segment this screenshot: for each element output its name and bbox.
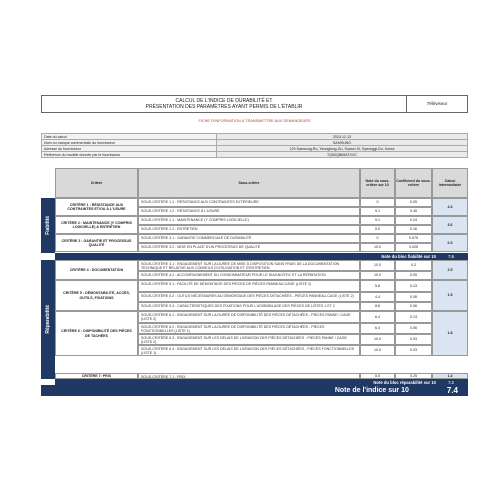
final-score-band bbox=[41, 385, 468, 396]
info-row bbox=[42, 152, 468, 158]
sub-criterion-coef: 0.45 bbox=[395, 207, 432, 216]
sub-criterion-note: 10.0 bbox=[360, 345, 395, 356]
fiabilite-score-band bbox=[55, 253, 468, 260]
sub-criterion-label: SOUS-CRITÈRE 6.2 : ENGAGEMENT SUR LA DURÉE DE DISPONIBILITÉ DES PIÈCES DÉTACHÉES - PIÈCES FONCTIONNELLES (LISTE 1) bbox=[138, 323, 360, 334]
sub-criterion-note: 6.4 bbox=[360, 311, 395, 323]
sub-criterion-coef: 0.025 bbox=[395, 243, 432, 252]
product-info-table bbox=[41, 133, 468, 158]
sub-criterion-coef: 0.06 bbox=[395, 323, 432, 334]
title-line-2: PRÉSENTATION DES PARAMÈTRES AYANT PERMIS DE L'ÉTABLIR bbox=[145, 104, 303, 110]
document-title bbox=[42, 96, 407, 112]
sub-criterion-label: SOUS-CRITÈRE 2.2 : ENTRETIEN bbox=[138, 225, 360, 234]
sub-criterion-coef: 0.05 bbox=[395, 198, 432, 207]
info-value: 2024-12-13 bbox=[217, 134, 468, 140]
document-subtitle: FICHE D'INFORMATION À TRANSMETTRE AUX DEMANDEURS bbox=[198, 119, 311, 123]
sub-criterion-coef: 0.03 bbox=[395, 334, 432, 345]
sub-criterion-note: 10.0 bbox=[360, 334, 395, 345]
document-header bbox=[41, 95, 468, 113]
criterion-calc: 1.8 bbox=[432, 311, 468, 356]
sub-criterion-coef: 0.24 bbox=[395, 216, 432, 225]
sub-criterion-coef: 0.075 bbox=[395, 234, 432, 243]
header-coefficient: Coefficient du sous-critère bbox=[395, 168, 432, 198]
criterion-calc: 1.4 bbox=[432, 373, 468, 379]
criterion-name: CRITÈRE 3 : GARANTIE ET PROCESSUS QUALITÉ bbox=[55, 234, 138, 252]
durability-score-table bbox=[41, 168, 468, 396]
sub-criterion-note: 9.1 bbox=[360, 216, 395, 225]
sub-criterion-note: 10.0 bbox=[360, 243, 395, 252]
sub-criterion-coef: 0.25 bbox=[395, 373, 432, 379]
sub-criterion-label: SOUS-CRITÈRE 6.4 : ENGAGEMENT SUR LES DÉLAIS DE LIVRAISON DES PIÈCES DÉTACHÉES - PIÈCES FONCTIONNELLES (LISTE 1) bbox=[138, 345, 360, 356]
criterion-calc: 0.3 bbox=[432, 234, 468, 252]
header-note: Note du sous-critère sur 10 bbox=[360, 168, 395, 198]
section-fiabilite bbox=[41, 198, 55, 253]
criterion-name: CRITÈRE 1 : RÉSISTANCE AUX CONTRAINTES ET/OU À L'USURE bbox=[55, 198, 138, 216]
final-score-value: 7.4 bbox=[446, 386, 458, 395]
sub-criterion-label: SOUS-CRITÈRE 3.1 : GARANTIE COMMERCIALE DE DURABILITÉ bbox=[138, 234, 360, 243]
criterion-name: CRITÈRE 7: PRIX bbox=[55, 373, 138, 379]
criterion-calc: 3.6 bbox=[432, 216, 468, 234]
info-label: Nom ou marque commerciale du fournisseur bbox=[42, 140, 217, 146]
sub-criterion-label: SOUS-CRITÈRE 4.2 : ACCOMPAGNEMENT DU CONSOMMATEUR POUR LE DIAGNOSTIC ET LA RÉPARATION bbox=[138, 271, 360, 280]
sub-criterion-note: 5.8 bbox=[360, 280, 395, 292]
sub-criterion-coef: 0.13 bbox=[395, 280, 432, 292]
sub-criterion-note: 10.0 bbox=[360, 260, 395, 271]
info-value: 129 Samsung-Ro, Yeongtong-Gu, Suwon Si, Gyeonggi-Do, Korea bbox=[217, 146, 468, 152]
sub-criterion-label: SOUS-CRITÈRE 1.1 : RÉSISTANCE AUX CONTRAINTES EXTÉRIEURE bbox=[138, 198, 360, 207]
section-reparabilite-label: Réparabilité bbox=[45, 305, 51, 334]
sub-criterion-label: SOUS-CRITÈRE 5.1 : FACILITÉ DE DÉMONTAGE DES PIÈCES DE PIÈCES PANNEAU-CAGE (LISTE 2) bbox=[138, 280, 360, 292]
criterion-name: CRITÈRE 4 : DOCUMENTATION bbox=[55, 260, 138, 280]
reparabilite-score-value: 7.2 bbox=[448, 379, 454, 385]
fiabilite-score-label: Note du bloc fiabilité sur 10 bbox=[381, 254, 436, 259]
sub-criterion-note: 6.4 bbox=[360, 323, 395, 334]
sub-criterion-label: SOUS-CRITÈRE 3.2 : MISE EN PLACE D'UN PROCESSUS DE QUALITÉ bbox=[138, 243, 360, 252]
sub-criterion-label: SOUS-CRITÈRE 2.1 : MAINTENANCE (Y COMPRIS LOGICIELLE) bbox=[138, 216, 360, 225]
sub-criterion-label: SOUS-CRITÈRE 6.1 : ENGAGEMENT SUR LA DURÉE DE DISPONIBILITÉ DES PIÈCES DÉTACHÉES - PIÈCES PANNE / CAGE (LISTE 2) bbox=[138, 311, 360, 323]
info-value: SAMSUNG bbox=[217, 140, 468, 146]
sub-criterion-label: SOUS-CRITÈRE 5.3 : CARACTÉRISTIQUES DES FIXATIONS POUR L'ASSEMBLAGE DES PIÈCES DE LISTES 1 ET 2 bbox=[138, 302, 360, 311]
info-label: Référence du modèle donnée par le fournisseur bbox=[42, 152, 217, 158]
sub-criterion-note: 4.4 bbox=[360, 292, 395, 302]
sub-criterion-coef: 0.06 bbox=[395, 302, 432, 311]
fiabilite-score-value: 7.6 bbox=[448, 254, 454, 259]
sub-criterion-note: 8.6 bbox=[360, 302, 395, 311]
criterion-calc: 2.5 bbox=[432, 260, 468, 280]
sub-criterion-label: SOUS-CRITÈRE 6.3 : ENGAGEMENT SUR LES DÉLAIS DE LIVRAISON DES PIÈCES DÉTACHÉES - PIÈCES PANNE / CAGE (LISTE 2) bbox=[138, 334, 360, 345]
sub-criterion-note: 10.0 bbox=[360, 271, 395, 280]
section-reparabilite bbox=[41, 260, 55, 379]
sub-criterion-label: SOUS-CRITÈRE 1.2 : RÉSISTANCE À L'USURE bbox=[138, 207, 360, 216]
criterion-name: CRITÈRE 6 : DISPONIBILITÉ DES PIÈCES DE TACHÉES bbox=[55, 311, 138, 356]
sub-criterion-coef: 0.03 bbox=[395, 345, 432, 356]
info-label: Adresse du fournisseur bbox=[42, 146, 217, 152]
criterion-name: CRITÈRE 5 : DÉMONTABILITÉ, ACCÈS, OUTILS, FIXATIONS bbox=[55, 280, 138, 311]
sub-criterion-note: 5.5 bbox=[360, 373, 395, 379]
sub-criterion-coef: 0.16 bbox=[395, 225, 432, 234]
sub-criterion-note: 0 bbox=[360, 234, 395, 243]
sub-criterion-coef: 0.05 bbox=[395, 271, 432, 280]
sub-criterion-note: 9.1 bbox=[360, 207, 395, 216]
sub-criterion-note: 0 bbox=[360, 198, 395, 207]
sub-criterion-note: 5.0 bbox=[360, 225, 395, 234]
title-line-1: CALCUL DE L'INDICE DE DURABILITÉ ET bbox=[175, 98, 273, 104]
section-fiabilite-label: Fiabilité bbox=[45, 216, 51, 235]
criterion-name: CRITÈRE 2 : MAINTENANCE (Y COMPRIS LOGICIELLE) & ENTRETIEN bbox=[55, 216, 138, 234]
header-sous-critere: Sous-critère bbox=[138, 168, 360, 198]
sub-criterion-coef: 0.13 bbox=[395, 311, 432, 323]
reparabilite-score-label: Note du bloc réparabilité sur 10 bbox=[373, 379, 436, 385]
product-category: Téléviseur bbox=[426, 101, 448, 106]
criterion-calc: 1.5 bbox=[432, 280, 468, 311]
info-value: TQ50QB65ATXXC bbox=[217, 152, 468, 158]
header-calcul: Calcul intermédiaire bbox=[432, 168, 468, 198]
final-score-label: Note de l'indice sur 10 bbox=[334, 387, 409, 394]
sub-criterion-label: SOUS-CRITÈRE 5.2 : OUTILS NÉCESSAIRES AU DÉMONTAGE DES PIÈCES DÉTACHÉES - PIÈCES PANNEAU-CAGE (LISTE 2) bbox=[138, 292, 360, 302]
sub-criterion-coef: 0.2 bbox=[395, 260, 432, 271]
sub-criterion-label: SOUS-CRITÈRE 4.1 : ENGAGEMENT SUR LA DURÉE DE MISE À DISPOSITION SANS FRAIS DE LA DOCUMENTATION TECHNIQUE ET RELATIVE AUX CONSEILS D'UTILISATION ET D'ENTRETIEN bbox=[138, 260, 360, 271]
info-label: Date du calcul bbox=[42, 134, 217, 140]
criterion-calc: 4.3 bbox=[432, 198, 468, 216]
header-critere: Critère bbox=[55, 168, 138, 198]
sub-criterion-coef: 0.06 bbox=[395, 292, 432, 302]
sub-criterion-label: SOUS-CRITÈRE 7.1 : PRIX bbox=[138, 373, 360, 379]
